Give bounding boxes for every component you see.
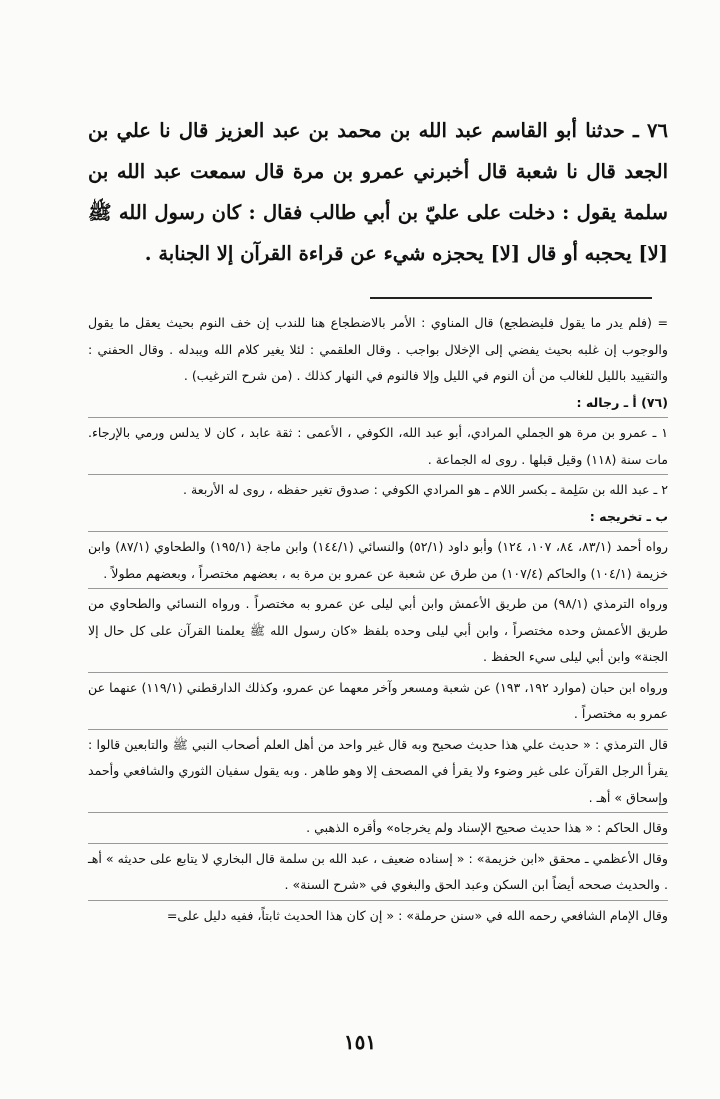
rijal-entry-2: ٢ ـ عبد الله بن سَلِمة ـ بكسر اللام ـ هو المرادي الكوفي : صدوق تغير حفظه ، روى له الأربعة .: [183, 482, 668, 497]
page-number: ١٥١: [343, 1030, 377, 1054]
divider: [88, 843, 668, 844]
divider: [88, 474, 668, 475]
rijal-entry-1: ١ ـ عمرو بن مرة هو الجملي المرادي، أبو عبد الله، الكوفي ، الأعمى : ثقة عابد ، كان لا يدلس ورمي بالإرجاء. مات سنة (١١٨) وقيل قبلها . روى له الجماعة .: [88, 425, 668, 467]
azami-quote: وقال الأعظمي ـ محقق «ابن خزيمة» : « إسناده ضعيف ، عبد الله بن سلمة قال البخاري لا يتابع على حديثه » أهـ . والحديث صححه أيضاً ابن السكن وعبد الحق والبغوي في «شرح السنة» .: [88, 850, 668, 892]
divider: [88, 531, 668, 532]
takhrij-heading: ب ـ تخريجه :: [589, 508, 668, 524]
rijal-heading: (٧٦) أ ـ رجاله :: [576, 394, 668, 410]
takhrij-entry-2: ورواه الترمذي (٩٨/١) من طريق الأعمش وابن أبي ليلى عن عمرو به مختصراً . ورواه النسائي والطحاوي من طريق الأعمش وحده مختصراً ، وابن أبي ليلى وحده بلفظ «كان رسول الله ﷺ يعلمنا القرآن على كل حال إلا الجنة» وابن أبي ليلى سيء الحفظ .: [88, 596, 668, 664]
hakim-quote: وقال الحاكم : « هذا حديث صحيح الإسناد ولم يخرجاه» وأقره الذهبي .: [306, 820, 668, 835]
divider: [88, 729, 668, 730]
tirmidhi-quote: قال الترمذي : « حديث علي هذا حديث صحيح وبه قال غير واحد من أهل العلم أصحاب النبي ﷺ والتابعين قالوا : يقرأ الرجل القرآن على غير وضوء ولا يقرأ في المصحف إلا وهو طاهر . وبه يقول سفيان الثوري والشافعي وأحمد وإسحاق » أهـ .: [88, 736, 668, 805]
footnotes: [88, 310, 668, 929]
hadith-text: ٧٦ ـ حدثنا أبو القاسم عبد الله بن محمد بن عبد العزيز قال نا علي بن الجعد قال نا شعبة قال أخبرني عمرو بن مرة قال سمعت عبد الله بن سلمة يقول : دخلت على عليّ بن أبي طالب فقال : كان رسول الله ﷺ [لا] يحجبه أو قال [لا] يحجزه شيء عن قراءة القرآن إلا الجنابة .: [88, 119, 668, 265]
takhrij-entry-3: ورواه ابن حبان (موارد ١٩٢، ١٩٣) عن شعبة ومسعر وآخر معهما عن عمرو، وكذلك الدارقطني (١١٩/١) عنهما عن عمرو به مختصراً .: [88, 679, 668, 721]
divider: [88, 588, 668, 589]
divider: [88, 417, 668, 418]
main-text: [88, 110, 668, 274]
divider: [88, 900, 668, 901]
shafii-quote: وقال الإمام الشافعي رحمه الله في «سنن حرملة» : « إن كان هذا الحديث ثابتاً، ففيه دليل على=: [166, 907, 668, 923]
takhrij-entry-1: رواه أحمد (٨٣/١، ٨٤، ١٠٧، ١٢٤) وأبو داود (٥٢/١) والنسائي (١٤٤/١) وابن ماجة (١٩٥/١) والطحاوي (٨٧/١) وابن خزيمة (١٠٤/١) والحاكم (١٠٧/٤) من طرق عن شعبة عن عمرو بن مرة به ، بعضهم مختصراً ، وبعضهم مطولاً .: [88, 539, 669, 581]
divider: [88, 672, 668, 673]
previous-footnote: = (فلم يدر ما يقول فليضطجع) قال المناوي : الأمر بالاضطجاع هنا للندب إن خف النوم بحيث يعقل ما يقول والوجوب إن غلبه بحيث يفضي إلى الإخلال بواجب . وقال العلقمي : لئلا يغير كلام الله ويبدله . وقال الحفني : والتقييد بالليل للغالب من أن النوم في الليل وإلا فالنوم في النهار كذلك . (من شرح الترغيب) .: [88, 315, 668, 383]
divider: [88, 812, 668, 813]
footnote-separator: [370, 297, 652, 299]
